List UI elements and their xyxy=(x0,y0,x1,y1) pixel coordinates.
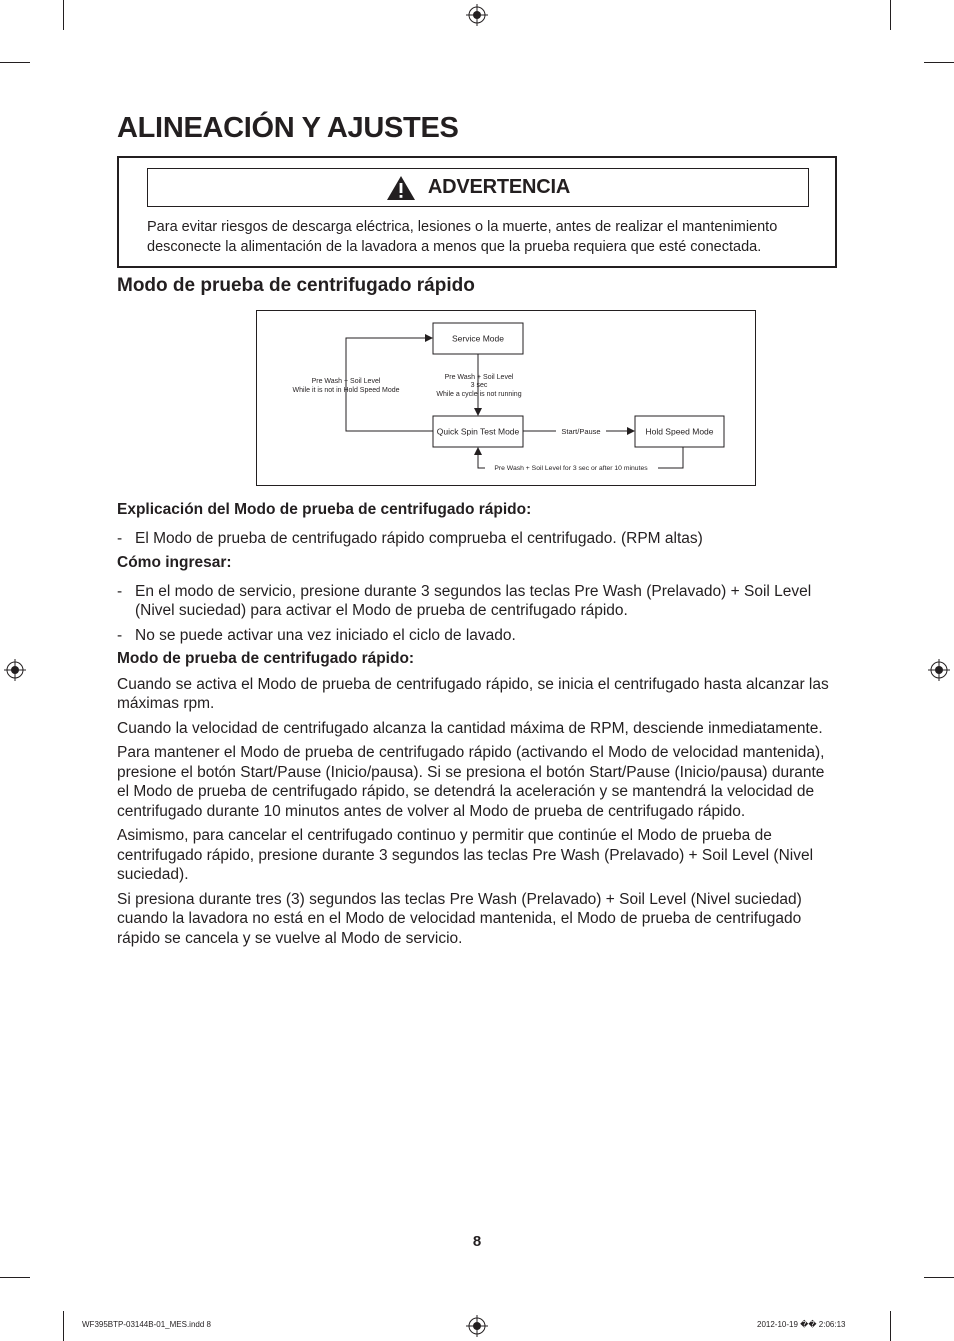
list-dash: - xyxy=(117,529,123,547)
registration-mark-icon xyxy=(4,659,26,681)
list-dash: - xyxy=(117,626,123,644)
label-center-3: While a cycle is not running xyxy=(436,391,522,398)
service-mode-label: Service Mode xyxy=(452,333,504,344)
registration-mark-icon xyxy=(928,659,950,681)
body-text xyxy=(117,500,837,948)
crop-mark xyxy=(890,1311,891,1341)
label-bottom: Pre Wash + Soil Level for 3 sec or after 10 minutes xyxy=(494,465,648,472)
crop-mark xyxy=(924,62,954,63)
diagram-frame xyxy=(257,311,756,486)
crop-mark xyxy=(63,0,64,30)
label-center-1: Pre Wash + Soil Level xyxy=(444,374,514,381)
footer-timestamp: 2012-10-19 �� 2:06:13 xyxy=(757,1320,846,1329)
label-left-1: Pre Wash + Soil Level xyxy=(311,378,381,385)
paragraph: Para mantener el Modo de prueba de centrifugado rápido (activando el Modo de velocidad mantenida), presione el botón Start/Pause (Inicio/pausa). Si se presiona el botón Start/Pause (Inicio/pausa) durante el Modo de prueba de centrifugado rápido, se detendrá la aceleración y se mantendrá la velocidad de centrifugado durante 10 minutos antes de volver al Modo de prueba de centrifugado rápido. xyxy=(117,744,825,820)
how-item-1: En el modo de servicio, presione durante 3 segundos las teclas Pre Wash (Prelavado) + Soil Level (Nivel suciedad) para activar el Modo de prueba de centrifugado rápido. xyxy=(135,582,812,619)
crop-mark xyxy=(0,1277,30,1278)
crop-mark xyxy=(0,62,30,63)
warning-title: ADVERTENCIA xyxy=(427,176,571,198)
warning-text: Para evitar riesgos de descarga eléctrica, lesiones o la muerte, antes de realizar el mantenimiento desconecte la alimentación de la lavadora a menos que la prueba requiera que esté conectada. xyxy=(147,219,778,255)
crop-mark xyxy=(924,1277,954,1278)
label-center-2: 3 sec xyxy=(470,382,488,389)
warning-box xyxy=(117,156,837,268)
explanation-item: El Modo de prueba de centrifugado rápido comprueba el centrifugado. (RPM altas) xyxy=(135,529,703,547)
paragraph: Asimismo, para cancelar el centrifugado continuo y permitir que continúe el Modo de prueba de centrifugado rápido, presione durante 3 segundos las teclas Pre Wash (Prelavado) + Soil Level (Nivel suciedad). xyxy=(117,827,814,883)
mode-flow-diagram xyxy=(256,310,756,486)
registration-mark-icon xyxy=(466,4,488,26)
hold-speed-mode-label: Hold Speed Mode xyxy=(645,426,714,437)
list-item xyxy=(117,582,837,621)
label-start-pause: Start/Pause xyxy=(561,427,601,436)
mode-heading: Modo de prueba de centrifugado rápido: xyxy=(117,650,415,667)
quick-spin-mode-label: Quick Spin Test Mode xyxy=(436,426,520,437)
paragraph: Cuando se activa el Modo de prueba de centrifugado rápido, se inicia el centrifugado hasta alcanzar las máximas rpm. xyxy=(117,675,829,712)
how-heading: Cómo ingresar: xyxy=(117,554,232,571)
section-heading: Modo de prueba de centrifugado rápido xyxy=(117,275,475,296)
list-item xyxy=(117,529,837,549)
page-number: 8 xyxy=(472,1233,482,1250)
paragraph: Si presiona durante tres (3) segundos las teclas Pre Wash (Prelavado) + Soil Level (Nivel suciedad) cuando la lavadora no está en el Modo de velocidad mantenida, el Modo de prueba de centrifugado rápido se cancela y se vuelve al Modo de servicio. xyxy=(117,890,802,947)
explanation-heading: Explicación del Modo de prueba de centrifugado rápido: xyxy=(117,501,532,518)
warning-header xyxy=(147,168,809,207)
paragraph: Cuando la velocidad de centrifugado alcanza la cantidad máxima de RPM, desciende inmediatamente. xyxy=(117,719,823,737)
crop-mark xyxy=(890,0,891,30)
list-item xyxy=(117,626,837,646)
registration-mark-icon xyxy=(466,1315,488,1337)
page-title: ALINEACIÓN Y AJUSTES xyxy=(117,112,459,144)
how-item-2: No se puede activar una vez iniciado el ciclo de lavado. xyxy=(135,626,516,644)
label-left-2: While it is not in Hold Speed Mode xyxy=(292,387,400,394)
crop-mark xyxy=(63,1311,64,1341)
warning-triangle-icon xyxy=(386,175,416,201)
footer-file-info: WF395BTP-03144B-01_MES.indd 8 xyxy=(82,1320,211,1329)
list-dash: - xyxy=(117,582,123,600)
